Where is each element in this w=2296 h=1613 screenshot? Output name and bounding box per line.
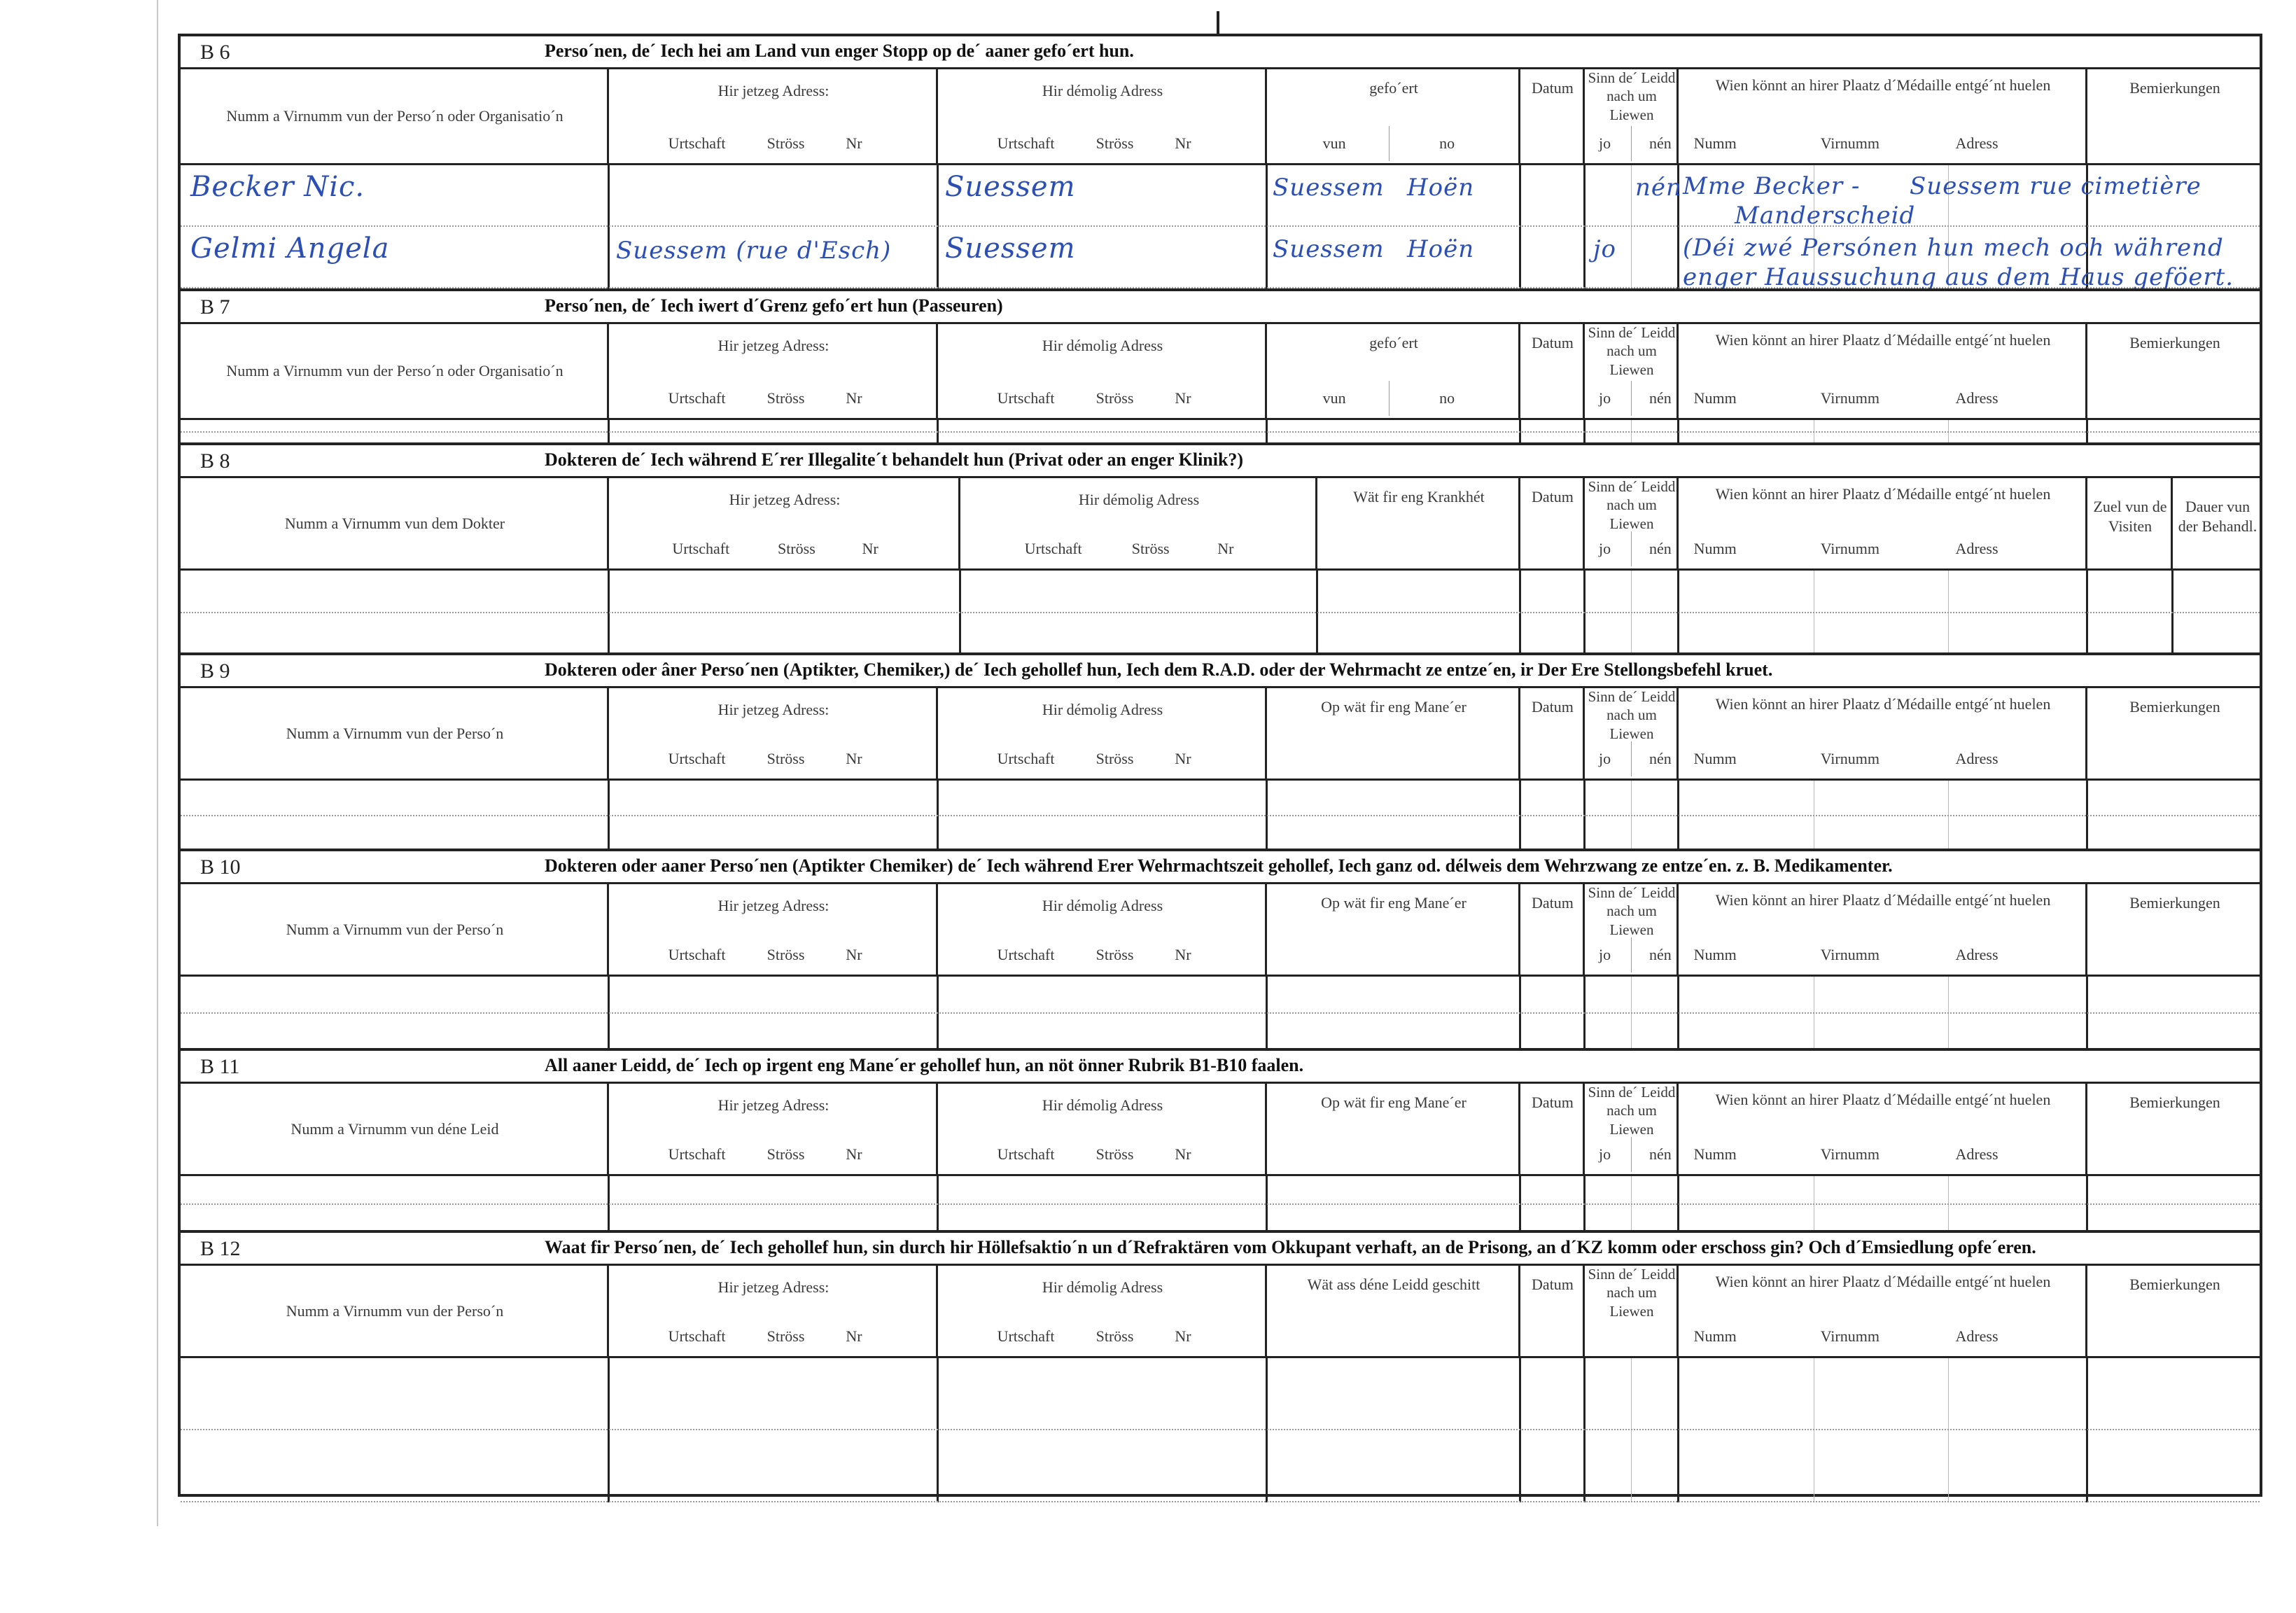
address-sub-0: Urtschaft — [997, 1327, 1055, 1345]
handwritten-medal-line2: enger Haussuchung aus dem Haus geföert. — [1683, 263, 2234, 291]
address-sub-2: Nr — [1175, 946, 1191, 963]
date-column-header: Datum — [1532, 894, 1574, 912]
medal-sub-2: Adress — [1955, 134, 1998, 152]
header-col-1 — [609, 686, 938, 778]
section-title: Dokteren de´ Iech während E´rer Illegalite´t behandelt hun (Privat oder an enger Klinik?) — [545, 449, 1244, 470]
section-header — [181, 1233, 2260, 1266]
special-column-header: Op wät fir eng Mane´er — [1321, 698, 1466, 715]
header-col-6 — [1679, 67, 2087, 163]
section-id: B 6 — [200, 41, 230, 64]
special-column-header: Op wät fir eng Mane´er — [1321, 894, 1466, 912]
address-sub-1: Ströss — [1096, 1327, 1134, 1345]
alive-divider — [1631, 937, 1632, 972]
current-address-header: Hir jetzeg Adress: — [718, 701, 830, 718]
medal-column-header: Wien könnt an hirer Plaatz d´Médaille entgé´nt huelen — [1715, 331, 2051, 349]
medal-sub-0: Numm — [1693, 134, 1737, 152]
address-sub-2: Nr — [1175, 1327, 1191, 1345]
alive-sub-no: nén — [1649, 946, 1672, 963]
column-header-row — [181, 882, 2260, 977]
section-body — [181, 1358, 2260, 1502]
address-sub-0: Urtschaft — [668, 750, 726, 767]
alive-divider — [1631, 381, 1632, 416]
section-header — [181, 36, 2260, 69]
header-col-0 — [181, 686, 609, 778]
alive-column-header: Sinn de´ Leidd nach um Liewen — [1588, 1266, 1676, 1320]
date-column-header: Datum — [1532, 1276, 1574, 1293]
special-sub-from: vun — [1322, 134, 1346, 152]
medal-column-header: Wien könnt an hirer Plaatz d´Médaille entgé´nt huelen — [1715, 695, 2051, 713]
alive-sub-yes: jo — [1599, 946, 1611, 963]
section-body — [181, 165, 2260, 291]
current-address-header: Hir jetzeg Adress: — [718, 82, 830, 99]
entry-row[interactable] — [181, 613, 2260, 656]
header-col-3 — [1267, 686, 1520, 778]
name-column-header: Numm a Virnumm vun der Perso´n — [286, 724, 504, 742]
header-col-0 — [181, 882, 609, 975]
page-tick-mark — [1217, 11, 1219, 35]
address-sub-0: Urtschaft — [668, 389, 726, 407]
alive-sub-yes: jo — [1599, 540, 1611, 557]
name-column-header: Numm a Virnumm vun der Perso´n oder Organisatio´n — [226, 362, 564, 379]
former-address-header: Hir démolig Adress — [1042, 82, 1163, 99]
name-column-header: Numm a Virnumm vun dem Dokter — [284, 514, 505, 532]
section-header — [181, 291, 2260, 324]
header-col-3 — [1267, 322, 1520, 418]
current-address-header: Hir jetzeg Adress: — [729, 491, 841, 508]
alive-sub-no: nén — [1649, 134, 1672, 152]
special-divider — [1389, 126, 1390, 161]
special-column-header: gefo´ert — [1369, 334, 1418, 351]
entry-row[interactable] — [181, 1430, 2260, 1502]
address-sub-2: Nr — [846, 1145, 862, 1163]
handwritten-to: Hoën — [1407, 235, 1475, 263]
alive-divider — [1631, 1137, 1632, 1172]
address-sub-2: Nr — [846, 389, 862, 407]
medal-sub-1: Virnumm — [1820, 1327, 1879, 1345]
alive-sub-no: nén — [1649, 1145, 1672, 1163]
column-header-row — [181, 1082, 2260, 1176]
section-title: Dokteren oder âner Perso´nen (Aptikter, Chemiker,) de´ Iech gehollef hun, Iech dem R.A.D. oder der Wehrmacht ze entze´en, ir Der Ere Stellongsbefehl kruet. — [545, 659, 1773, 680]
header-col-0 — [181, 67, 609, 163]
handwritten-medal-line2: Manderscheid — [1735, 202, 1916, 230]
header-col-1 — [609, 1264, 938, 1356]
header-col-3 — [1267, 1082, 1520, 1174]
alive-divider — [1631, 741, 1632, 776]
address-sub-1: Ströss — [1096, 389, 1134, 407]
special-divider — [1389, 381, 1390, 416]
duration-column-header: Dauer vun der Behandl. — [2178, 498, 2258, 535]
medal-sub-2: Adress — [1955, 1145, 1998, 1163]
header-col-4 — [1520, 476, 1585, 568]
address-sub-0: Urtschaft — [997, 750, 1055, 767]
header-col-7 — [2087, 476, 2173, 568]
column-header-row — [181, 476, 2260, 571]
address-sub-1: Ströss — [766, 389, 805, 407]
handwritten-medal-line1: Mme Becker - — [1683, 172, 1861, 200]
header-col-7 — [2087, 686, 2262, 778]
medal-sub-0: Numm — [1693, 946, 1737, 963]
header-col-4 — [1520, 882, 1585, 975]
header-col-4 — [1520, 67, 1585, 163]
handwritten-former-address: Suessem — [945, 171, 1076, 203]
header-col-2 — [938, 686, 1267, 778]
section-b9 — [181, 652, 2260, 849]
medal-sub-2: Adress — [1955, 389, 1998, 407]
alive-sub-no: nén — [1649, 750, 1672, 767]
section-title: Perso´nen, de´ Iech hei am Land vun enger Stopp op de´ aaner gefo´ert hun. — [545, 41, 1134, 61]
medal-sub-2: Adress — [1955, 946, 1998, 963]
remarks-column-header: Bemierkungen — [2129, 1276, 2220, 1293]
column-header-row — [181, 686, 2260, 781]
former-address-header: Hir démolig Adress — [1042, 337, 1163, 354]
name-column-header: Numm a Virnumm vun der Perso´n — [286, 1301, 504, 1320]
remarks-column-header: Bemierkungen — [2129, 334, 2220, 351]
address-sub-2: Nr — [846, 750, 862, 767]
address-sub-1: Ströss — [1096, 750, 1134, 767]
handwritten-from: Suessem — [1273, 235, 1385, 263]
header-col-5 — [1585, 322, 1679, 418]
handwritten-medal-line1: (Déi zwé Persónen hun mech och während — [1683, 234, 2224, 262]
alive-sub-yes: jo — [1599, 134, 1611, 152]
header-col-5 — [1585, 476, 1679, 568]
header-col-6 — [1679, 686, 2087, 778]
address-sub-2: Nr — [846, 1327, 862, 1345]
handwritten-to: Hoën — [1407, 174, 1475, 202]
header-col-4 — [1520, 1264, 1585, 1356]
address-sub-1: Ströss — [1096, 1145, 1134, 1163]
remarks-column-header: Bemierkungen — [2129, 79, 2220, 97]
header-col-0 — [181, 1082, 609, 1174]
address-sub-1: Ströss — [766, 1145, 805, 1163]
section-b7 — [181, 288, 2260, 442]
section-b10 — [181, 849, 2260, 1048]
header-col-1 — [609, 67, 938, 163]
medal-sub-1: Virnumm — [1820, 540, 1879, 557]
header-col-0 — [181, 1264, 609, 1356]
header-col-2 — [938, 322, 1267, 418]
alive-sub-no: nén — [1649, 540, 1672, 557]
current-address-header: Hir jetzeg Adress: — [718, 897, 830, 914]
section-b12 — [181, 1230, 2260, 1500]
remarks-column-header: Bemierkungen — [2129, 894, 2220, 912]
special-sub-to: no — [1439, 134, 1455, 152]
header-col-6 — [1679, 882, 2087, 975]
alive-column-header: Sinn de´ Leidd nach um Liewen — [1588, 478, 1676, 532]
entry-row[interactable] — [181, 977, 2260, 1014]
entry-row[interactable] — [181, 781, 2260, 816]
section-id: B 12 — [200, 1237, 241, 1260]
header-col-4 — [1520, 686, 1585, 778]
alive-sub-yes: jo — [1599, 750, 1611, 767]
special-column-header: Op wät fir eng Mane´er — [1321, 1094, 1466, 1111]
header-col-3 — [1267, 882, 1520, 975]
former-address-header: Hir démolig Adress — [1042, 1096, 1163, 1114]
medal-sub-2: Adress — [1955, 750, 1998, 767]
section-body — [181, 781, 2260, 851]
header-col-5 — [1585, 67, 1679, 163]
name-column-header: Numm a Virnumm vun der Perso´n oder Organisatio´n — [226, 107, 564, 125]
section-body — [181, 977, 2260, 1051]
header-col-7 — [2087, 322, 2262, 418]
section-b11 — [181, 1048, 2260, 1230]
address-sub-2: Nr — [862, 540, 878, 557]
section-header — [181, 1051, 2260, 1084]
medal-sub-0: Numm — [1693, 540, 1737, 557]
address-sub-0: Urtschaft — [1024, 540, 1082, 557]
address-sub-1: Ströss — [777, 540, 816, 557]
address-sub-2: Nr — [1175, 1145, 1191, 1163]
address-sub-0: Urtschaft — [668, 1145, 726, 1163]
section-id: B 11 — [200, 1055, 240, 1078]
alive-column-header: Sinn de´ Leidd nach um Liewen — [1588, 688, 1676, 742]
former-address-header: Hir démolig Adress — [1042, 701, 1163, 718]
section-body — [181, 571, 2260, 655]
address-sub-0: Urtschaft — [997, 389, 1055, 407]
address-sub-0: Urtschaft — [997, 946, 1055, 963]
header-col-4 — [1520, 322, 1585, 418]
header-col-3 — [1317, 476, 1520, 568]
header-col-2 — [938, 1082, 1267, 1174]
medal-sub-0: Numm — [1693, 750, 1737, 767]
handwritten-alive: jo — [1593, 235, 1617, 263]
handwritten-alive: nén — [1635, 174, 1682, 202]
header-col-2 — [938, 1264, 1267, 1356]
header-col-0 — [181, 322, 609, 418]
name-column-header: Numm a Virnumm vun déne Leid — [290, 1119, 499, 1138]
section-title: Perso´nen, de´ Iech iwert d´Grenz gefo´ert hun (Passeuren) — [545, 295, 1003, 316]
page-edge — [157, 0, 158, 1526]
address-sub-0: Urtschaft — [668, 1327, 726, 1345]
section-id: B 8 — [200, 449, 230, 473]
handwritten-former-address: Suessem — [945, 232, 1076, 265]
alive-sub-no: nén — [1649, 389, 1672, 407]
date-column-header: Datum — [1532, 79, 1574, 97]
alive-column-header: Sinn de´ Leidd nach um Liewen — [1588, 69, 1676, 123]
medal-sub-2: Adress — [1955, 540, 1998, 557]
address-sub-1: Ströss — [766, 134, 805, 152]
current-address-header: Hir jetzeg Adress: — [718, 1278, 830, 1296]
date-column-header: Datum — [1532, 334, 1574, 351]
alive-column-header: Sinn de´ Leidd nach um Liewen — [1588, 884, 1676, 938]
address-sub-0: Urtschaft — [997, 134, 1055, 152]
former-address-header: Hir démolig Adress — [1042, 897, 1163, 914]
alive-column-header: Sinn de´ Leidd nach um Liewen — [1588, 324, 1676, 378]
section-body — [181, 420, 2260, 445]
section-header — [181, 655, 2260, 688]
address-sub-1: Ströss — [1131, 540, 1170, 557]
entry-row[interactable] — [181, 1358, 2260, 1430]
address-sub-0: Urtschaft — [672, 540, 730, 557]
address-sub-2: Nr — [1175, 134, 1191, 152]
header-col-1 — [609, 476, 960, 568]
name-column-header: Numm a Virnumm vun der Perso´n — [286, 920, 504, 938]
special-sub-to: no — [1439, 389, 1455, 407]
medal-sub-1: Virnumm — [1820, 389, 1879, 407]
header-col-0 — [181, 476, 609, 568]
medal-sub-1: Virnumm — [1820, 946, 1879, 963]
current-address-header: Hir jetzeg Adress: — [718, 337, 830, 354]
header-col-1 — [609, 882, 938, 975]
header-col-5 — [1585, 882, 1679, 975]
entry-row[interactable] — [181, 571, 2260, 613]
medal-sub-0: Numm — [1693, 1327, 1737, 1345]
medal-column-header: Wien könnt an hirer Plaatz d´Médaille entgé´nt huelen — [1715, 76, 2051, 94]
address-sub-2: Nr — [846, 946, 862, 963]
alive-column-header: Sinn de´ Leidd nach um Liewen — [1588, 1084, 1676, 1138]
header-col-6 — [1679, 476, 2087, 568]
alive-sub-yes: jo — [1599, 1145, 1611, 1163]
remarks-column-header: Bemierkungen — [2129, 698, 2220, 715]
handwritten-name: Gelmi Angela — [190, 232, 390, 265]
section-body — [181, 1176, 2260, 1233]
header-col-6 — [1679, 322, 2087, 418]
registration-form — [178, 34, 2262, 1497]
column-header-row — [181, 322, 2260, 420]
address-sub-2: Nr — [1217, 540, 1234, 557]
handwritten-from: Suessem — [1273, 174, 1385, 202]
former-address-header: Hir démolig Adress — [1078, 491, 1200, 508]
handwritten-medal-address: Suessem rue cimetière — [1910, 172, 2202, 200]
former-address-header: Hir démolig Adress — [1042, 1278, 1163, 1296]
address-sub-1: Ströss — [1096, 946, 1134, 963]
special-column-header: Wät fir eng Krankhét — [1353, 488, 1485, 505]
visits-column-header: Zuel vun de Visiten — [2093, 498, 2167, 535]
section-title: All aaner Leidd, de´ Iech op irgent eng Mane´er gehollef hun, an nöt önner Rubrik B1-B10 faalen. — [545, 1055, 1304, 1075]
medal-column-header: Wien könnt an hirer Plaatz d´Médaille entgé´nt huelen — [1715, 1091, 2051, 1108]
entry-row[interactable] — [181, 420, 2260, 433]
address-sub-2: Nr — [1175, 750, 1191, 767]
handwritten-name: Becker Nic. — [190, 171, 365, 203]
entry-row[interactable] — [181, 1176, 2260, 1205]
header-col-5 — [1585, 1264, 1679, 1356]
header-col-2 — [938, 882, 1267, 975]
header-col-2 — [938, 67, 1267, 163]
section-b8 — [181, 442, 2260, 652]
medal-sub-1: Virnumm — [1820, 1145, 1879, 1163]
entry-row[interactable] — [181, 1205, 2260, 1234]
header-col-6 — [1679, 1264, 2087, 1356]
address-sub-1: Ströss — [766, 1327, 805, 1345]
section-title: Waat fir Perso´nen, de´ Iech gehollef hun, sin durch hir Höllefsaktio´n un d´Refraktären vom Okkupant verhaft, an de Prisong, an d´KZ komm oder erschoss gin? Och d´Emsiedlung opfe´eren. — [545, 1237, 2036, 1257]
section-header — [181, 445, 2260, 478]
column-header-row — [181, 1264, 2260, 1358]
address-sub-1: Ströss — [766, 750, 805, 767]
header-col-7 — [2087, 1264, 2262, 1356]
section-b6 — [181, 36, 2260, 291]
medal-sub-0: Numm — [1693, 1145, 1737, 1163]
special-column-header: gefo´ert — [1369, 79, 1418, 97]
column-header-row — [181, 67, 2260, 165]
header-col-3 — [1267, 1264, 1520, 1356]
medal-column-header: Wien könnt an hirer Plaatz d´Médaille entgé´nt huelen — [1715, 485, 2051, 503]
special-column-header: Wät ass déne Leidd geschitt — [1307, 1276, 1480, 1293]
header-col-7 — [2087, 1082, 2262, 1174]
section-title: Dokteren oder aaner Perso´nen (Aptikter Chemiker) de´ Iech während Erer Wehrmachtszeit gehollef, Iech ganz od. délweis dem Wehrzwang ze entze´en. z. B. Medikamenter. — [545, 856, 1893, 876]
medal-sub-0: Numm — [1693, 389, 1737, 407]
remarks-column-header: Bemierkungen — [2129, 1094, 2220, 1111]
medal-sub-1: Virnumm — [1820, 750, 1879, 767]
handwritten-current-address: Suessem (rue d'Esch) — [616, 237, 892, 265]
section-id: B 10 — [200, 856, 241, 879]
alive-divider — [1631, 531, 1632, 566]
header-col-4 — [1520, 1082, 1585, 1174]
header-col-3 — [1267, 67, 1520, 163]
address-sub-0: Urtschaft — [668, 134, 726, 152]
address-sub-1: Ströss — [1096, 134, 1134, 152]
alive-sub-yes: jo — [1599, 389, 1611, 407]
medal-sub-2: Adress — [1955, 1327, 1998, 1345]
entry-row[interactable] — [181, 816, 2260, 852]
header-col-6 — [1679, 1082, 2087, 1174]
date-column-header: Datum — [1532, 488, 1574, 505]
medal-column-header: Wien könnt an hirer Plaatz d´Médaille entgé´nt huelen — [1715, 1273, 2051, 1290]
header-col-5 — [1585, 686, 1679, 778]
medal-column-header: Wien könnt an hirer Plaatz d´Médaille entgé´nt huelen — [1715, 891, 2051, 909]
header-col-1 — [609, 322, 938, 418]
header-col-8 — [2173, 476, 2262, 568]
special-sub-from: vun — [1322, 389, 1346, 407]
current-address-header: Hir jetzeg Adress: — [718, 1096, 830, 1114]
address-sub-0: Urtschaft — [997, 1145, 1055, 1163]
section-id: B 7 — [200, 295, 230, 319]
address-sub-1: Ströss — [766, 946, 805, 963]
entry-row[interactable] — [181, 1014, 2260, 1051]
header-col-7 — [2087, 882, 2262, 975]
address-sub-2: Nr — [1175, 389, 1191, 407]
section-id: B 9 — [200, 659, 230, 683]
section-header — [181, 851, 2260, 884]
date-column-header: Datum — [1532, 698, 1574, 715]
date-column-header: Datum — [1532, 1094, 1574, 1111]
medal-sub-1: Virnumm — [1820, 134, 1879, 152]
address-sub-2: Nr — [846, 134, 862, 152]
header-col-1 — [609, 1082, 938, 1174]
header-col-2 — [960, 476, 1317, 568]
header-col-7 — [2087, 67, 2262, 163]
header-col-5 — [1585, 1082, 1679, 1174]
alive-divider — [1631, 126, 1632, 161]
address-sub-0: Urtschaft — [668, 946, 726, 963]
